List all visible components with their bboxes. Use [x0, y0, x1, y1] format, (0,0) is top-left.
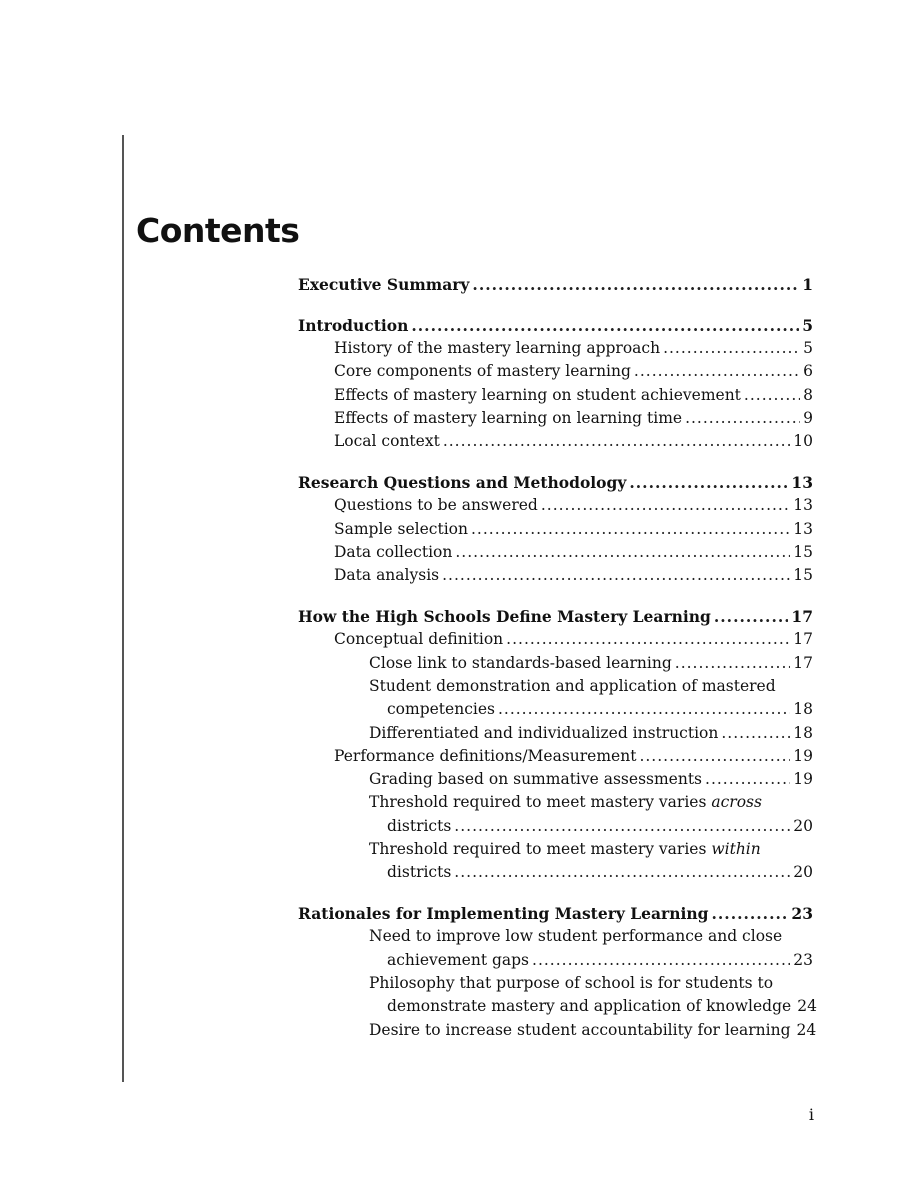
toc-entry-research-questions[interactable] [298, 471, 813, 494]
toc-entry-title-continued: achievement gaps [387, 950, 530, 969]
toc-entry-performance-definitions[interactable] [298, 745, 813, 768]
toc-entry-title: Effects of mastery learning on learning time [334, 408, 683, 427]
toc-entry-title-continued: districts [387, 816, 452, 835]
toc-entry-title: Grading based on summative assessments [369, 770, 703, 789]
toc-page-number: 19 [793, 770, 813, 789]
toc-page-number: 13 [793, 519, 813, 538]
dot-leader [506, 628, 790, 651]
toc-entry-title: Data collection [334, 542, 453, 561]
toc-entry-conceptual-definition[interactable] [298, 628, 813, 651]
toc-entry-questions[interactable] [298, 494, 813, 517]
toc-page-number: 13 [793, 496, 813, 515]
table-of-contents [298, 273, 817, 1042]
dot-leader [705, 768, 790, 791]
toc-entry-sample-selection[interactable] [298, 518, 813, 541]
toc-page-number: 5 [803, 339, 813, 358]
toc-entry-title: Effects of mastery learning on student achievement [334, 385, 741, 404]
toc-page-number: 20 [793, 863, 813, 882]
toc-entry-student-demonstration-cont[interactable] [298, 698, 813, 721]
dot-leader [685, 407, 800, 430]
toc-entry-executive-summary[interactable] [298, 273, 813, 296]
toc-entry-threshold-across-cont[interactable] [298, 815, 813, 838]
toc-page-number: 15 [793, 542, 813, 561]
toc-entry-title: Executive Summary [298, 275, 470, 294]
toc-entry-title: Philosophy that purpose of school is for students to [369, 974, 774, 993]
dot-leader [442, 564, 790, 587]
toc-page-number: 24 [797, 997, 817, 1016]
toc-page-number: 6 [803, 362, 813, 381]
toc-entry-title-text: Threshold required to meet mastery varies [369, 840, 707, 859]
toc-entry-title: Desire to increase student accountability for learning [369, 1020, 791, 1039]
toc-page-number: 24 [796, 1020, 817, 1039]
toc-page-number: 18 [793, 700, 813, 719]
toc-entry-title: Differentiated and individualized instruction [369, 723, 719, 742]
dot-leader [541, 494, 790, 517]
toc-page-number: 5 [802, 315, 813, 335]
toc-entry-title: Performance definitions/Measurement [334, 746, 637, 765]
toc-entry-title: Questions to be answered [334, 496, 538, 515]
dot-leader [454, 815, 790, 838]
toc-entry-title: Conceptual definition [334, 630, 504, 649]
toc-entry-differentiated[interactable] [298, 722, 813, 745]
margin-rule [122, 135, 124, 1082]
dot-leader [411, 314, 799, 337]
toc-page-number: 23 [793, 950, 813, 969]
toc-page-number: 23 [791, 904, 813, 924]
toc-entry-title-continued: competencies [387, 700, 495, 719]
toc-entry-title: History of the mastery learning approach [334, 339, 661, 358]
toc-entry-grading[interactable] [298, 768, 813, 791]
dot-leader [634, 360, 800, 383]
toc-page-number: 13 [791, 473, 813, 493]
toc-entry-threshold-across[interactable] [298, 791, 813, 814]
toc-entry-philosophy[interactable] [298, 972, 813, 995]
dot-leader [455, 541, 790, 564]
toc-entry-title: Student demonstration and application of mastered [369, 676, 776, 695]
toc-entry-emphasis: within [711, 840, 761, 859]
toc-entry-philosophy-cont[interactable] [298, 995, 817, 1018]
toc-page-number: 19 [793, 746, 813, 765]
toc-page-number: 9 [803, 408, 813, 427]
toc-entry-data-collection[interactable] [298, 541, 813, 564]
toc-entry-title: Close link to standards-based learning [369, 653, 672, 672]
dot-leader [712, 902, 789, 925]
toc-entry-define-mastery[interactable] [298, 605, 813, 628]
dot-leader [471, 518, 790, 541]
dot-leader [454, 861, 790, 884]
toc-entry-title: Introduction [298, 315, 409, 335]
toc-page-number: 18 [793, 723, 813, 742]
toc-page-number: 17 [791, 607, 813, 627]
toc-page-number: 17 [793, 630, 813, 649]
toc-entry-threshold-within-cont[interactable] [298, 861, 813, 884]
toc-entry-introduction[interactable] [298, 314, 813, 337]
page-folio: i [808, 1105, 814, 1124]
toc-entry-title: Rationales for Implementing Mastery Learning [298, 904, 709, 924]
toc-page-number: 20 [793, 816, 813, 835]
toc-page-number: 8 [803, 385, 813, 404]
toc-entry-title-text: Threshold required to meet mastery varies [369, 793, 707, 812]
toc-page-number: 10 [793, 432, 813, 451]
toc-entry-title: Core components of mastery learning [334, 362, 631, 381]
toc-entry-rationales[interactable] [298, 902, 813, 925]
dot-leader [714, 605, 789, 628]
dot-leader [639, 745, 790, 768]
page-title: Contents [136, 211, 300, 250]
toc-entry-local-context[interactable] [298, 430, 813, 453]
toc-page-number: 15 [793, 566, 813, 585]
toc-entry-title-continued: districts [387, 863, 452, 882]
toc-entry-data-analysis[interactable] [298, 564, 813, 587]
dot-leader [532, 949, 790, 972]
dot-leader [629, 471, 788, 494]
dot-leader [472, 273, 799, 296]
toc-entry-effects-time[interactable] [298, 407, 813, 430]
toc-page-number: 17 [793, 653, 813, 672]
toc-entry-need-to-improve[interactable] [298, 925, 813, 948]
toc-entry-student-demonstration[interactable] [298, 675, 813, 698]
toc-entry-title-continued: demonstrate mastery and application of knowledge [387, 997, 792, 1016]
toc-entry-accountability[interactable] [298, 1019, 817, 1042]
toc-page-number: 1 [802, 275, 813, 294]
toc-entry-need-to-improve-cont[interactable] [298, 949, 813, 972]
toc-entry-core-components[interactable] [298, 360, 813, 383]
toc-entry-title: Research Questions and Methodology [298, 473, 627, 493]
toc-entry-standards-link[interactable] [298, 652, 813, 675]
toc-entry-title: Data analysis [334, 566, 440, 585]
dot-leader [675, 652, 791, 675]
toc-entry-title [369, 791, 762, 814]
toc-entry-title: Sample selection [334, 519, 468, 538]
toc-entry-threshold-within[interactable] [298, 838, 813, 861]
dot-leader [721, 722, 790, 745]
toc-entry-title [369, 838, 761, 861]
toc-entry-title: Need to improve low student performance and close [369, 927, 783, 946]
toc-entry-effects-achievement[interactable] [298, 384, 813, 407]
dot-leader [498, 698, 790, 721]
dot-leader [663, 337, 800, 360]
toc-entry-emphasis: across [711, 793, 762, 812]
toc-entry-history[interactable] [298, 337, 813, 360]
dot-leader [744, 384, 800, 407]
dot-leader [443, 430, 790, 453]
toc-entry-title: Local context [334, 432, 440, 451]
toc-entry-title: How the High Schools Define Mastery Learning [298, 607, 711, 627]
